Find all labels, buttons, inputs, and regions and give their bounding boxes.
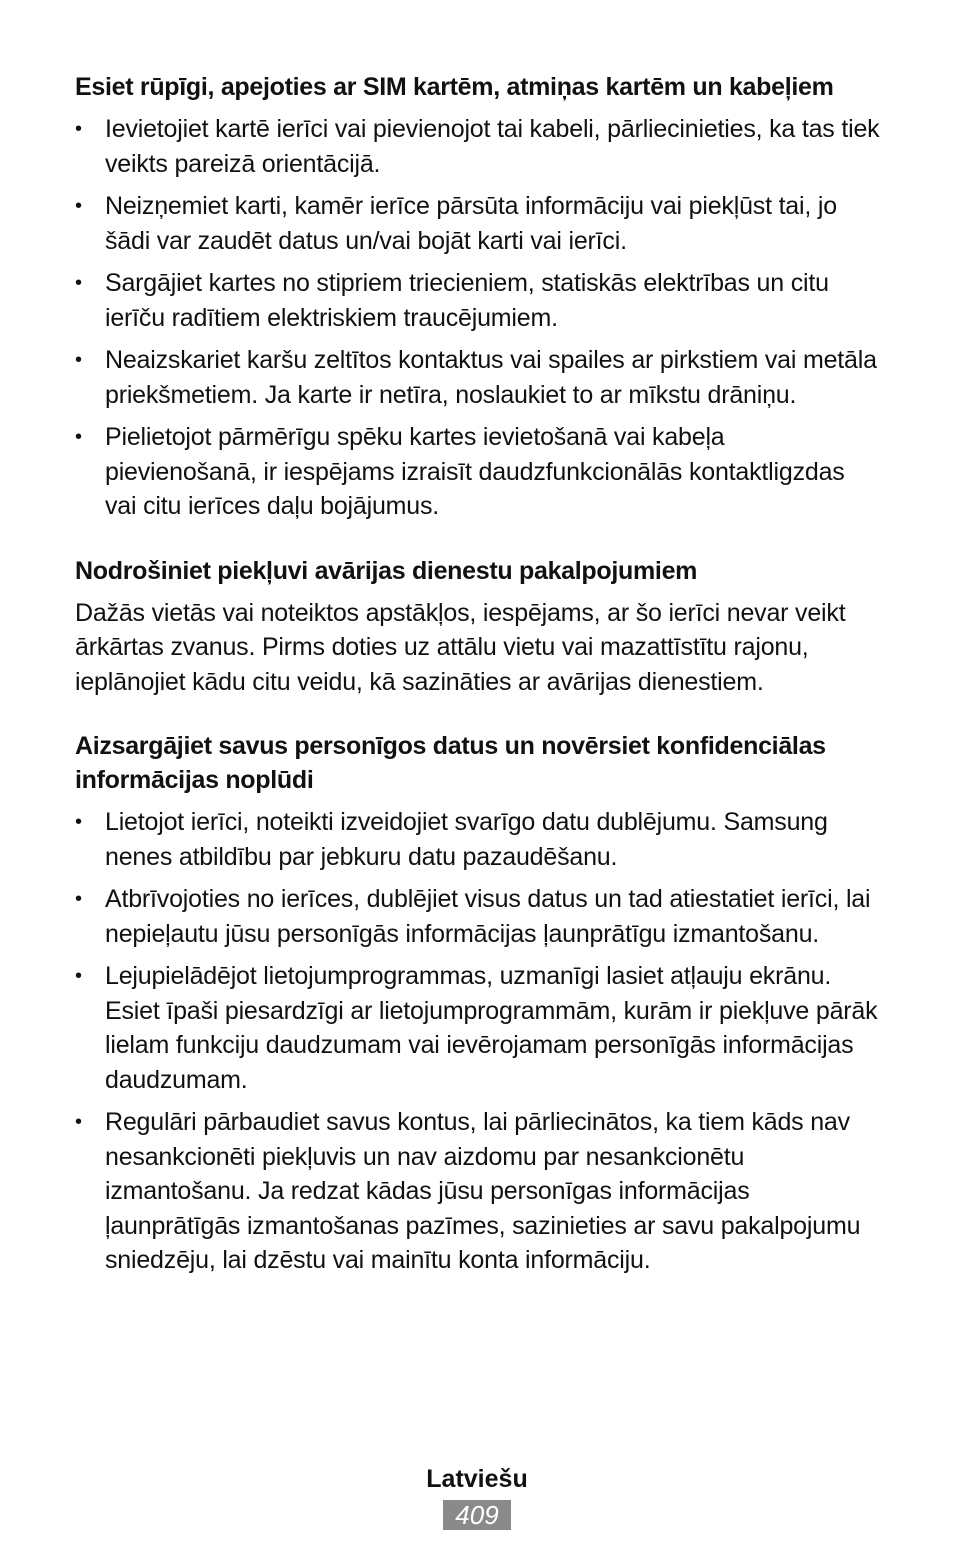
list-item — [75, 112, 881, 181]
list-item-text: Pielietojot pārmērīgu spēku kartes ievietošanā vai kabeļa pievienošanā, ir iespējams izraisīt daudzfunkcionālās kontaktligzdas vai citu ierīces daļu bojājumus. — [105, 423, 845, 520]
section-sim-cards — [75, 70, 881, 524]
list-item — [75, 266, 881, 335]
section-heading: Nodrošiniet piekļuvi avārijas dienestu pakalpojumiem — [75, 556, 698, 585]
list-item — [75, 420, 881, 524]
list-item-text: Sargājiet kartes no stipriem triecieniem, statiskās elektrības un citu ierīču radītiem elektriskiem traucējumiem. — [105, 269, 829, 332]
section-paragraph: Dažās vietās vai noteiktos apstākļos, iespējams, ar šo ierīci nevar veikt ārkārtas zvanus. Pirms doties uz attālu vietu vai mazattīstītu rajonu, ieplānojiet kādu citu veidu, kā sazināties ar avārijas dienestiem. — [75, 598, 846, 696]
list-item-text: Neaizskariet karšu zeltītos kontaktus vai spailes ar pirkstiem vai metāla priekšmetiem. Ja karte ir netīra, noslaukiet to ar mīkstu drāniņu. — [105, 346, 877, 409]
section-personal-data — [75, 729, 881, 1278]
page-number: 409 — [443, 1500, 511, 1530]
bullet-list — [75, 805, 881, 1278]
list-item — [75, 1105, 881, 1278]
list-item — [75, 805, 881, 874]
bullet-icon: • — [75, 965, 82, 987]
list-item-text: Lietojot ierīci, noteikti izveidojiet svarīgo datu dublējumu. Samsung nenes atbildību par jebkuru datu pazaudēšanu. — [105, 808, 828, 871]
bullet-icon: • — [75, 888, 82, 910]
bullet-icon: • — [75, 195, 82, 217]
bullet-icon: • — [75, 272, 82, 294]
document-page — [75, 70, 881, 1308]
list-item — [75, 882, 881, 951]
bullet-icon: • — [75, 811, 82, 833]
page-footer — [0, 1462, 954, 1530]
bullet-icon: • — [75, 1111, 82, 1133]
section-heading: Aizsargājiet savus personīgos datus un novērsiet konfidenciālas informācijas noplūdi — [75, 732, 826, 794]
list-item-text: Neizņemiet karti, kamēr ierīce pārsūta informāciju vai piekļūst tai, jo šādi var zaudēt datus un/vai bojāt karti vai ierīci. — [105, 192, 837, 255]
bullet-icon: • — [75, 118, 82, 140]
section-heading: Esiet rūpīgi, apejoties ar SIM kartēm, atmiņas kartēm un kabeļiem — [75, 73, 834, 101]
list-item-text: Ievietojiet kartē ierīci vai pievienojot tai kabeli, pārliecinieties, ka tas tiek veikts pareizā orientācijā. — [105, 115, 880, 178]
list-item — [75, 959, 881, 1097]
bullet-icon: • — [75, 426, 82, 448]
footer-language: Latviešu — [426, 1465, 528, 1493]
bullet-icon: • — [75, 349, 82, 371]
bullet-list — [75, 112, 881, 524]
list-item — [75, 189, 881, 258]
list-item-text: Lejupielādējot lietojumprogrammas, uzmanīgi lasiet atļauju ekrānu. Esiet īpaši piesardzīgi ar lietojumprogrammām, kurām ir piekļuve pārāk lielam funkciju daudzumam vai ievērojamam personīgās informācijas daudzumam. — [105, 962, 878, 1094]
section-emergency-services — [75, 554, 881, 700]
list-item-text: Regulāri pārbaudiet savus kontus, lai pārliecinātos, ka tiem kāds nav nesankcionēti piekļuvis un nav aizdomu par nesankcionētu izmantošanu. Ja redzat kādas jūsu personīgas informācijas ļaunprātīgās izmantošanas pazīmes, sazinieties ar savu pakalpojumu sniedzēju, lai dzēstu vai mainītu konta informāciju. — [105, 1108, 861, 1274]
list-item — [75, 343, 881, 412]
list-item-text: Atbrīvojoties no ierīces, dublējiet visus datus un tad atiestatiet ierīci, lai nepieļautu jūsu personīgās informācijas ļaunprātīgu izmantošanu. — [105, 885, 871, 948]
